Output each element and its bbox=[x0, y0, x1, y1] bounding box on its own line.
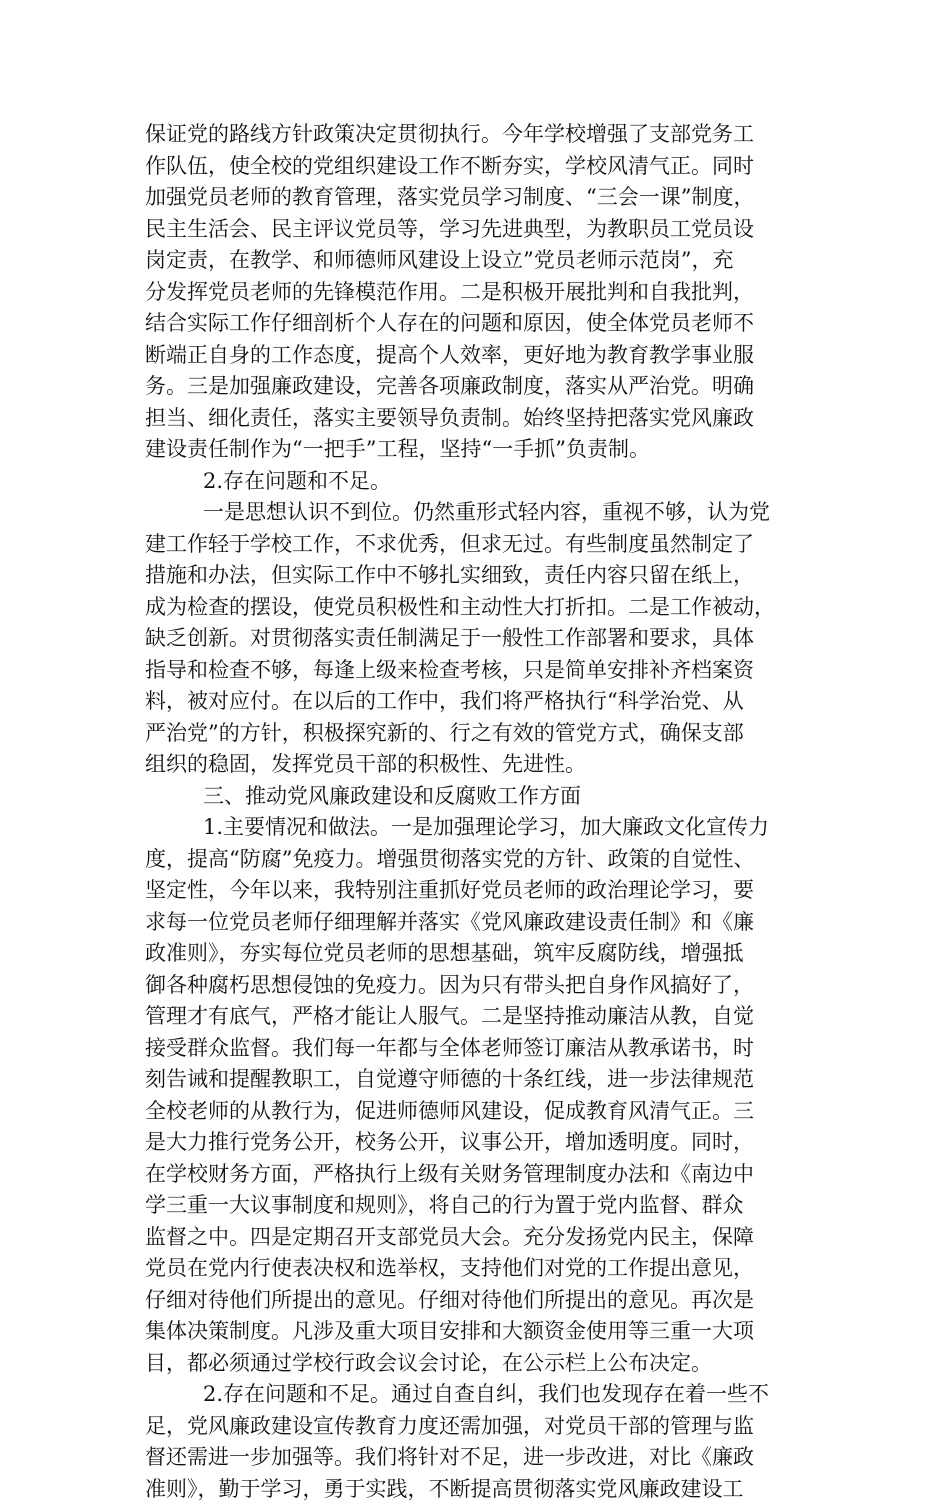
text-line: 政准则》，夯实每位党员老师的思想基础，筑牢反腐防线，增强抵 bbox=[145, 938, 810, 970]
text-line: 御各种腐朽思想侵蚀的免疫力。因为只有带头把自身作风搞好了， bbox=[145, 970, 810, 1002]
text-line: 指导和检查不够，每逢上级来检查考核，只是简单安排补齐档案资 bbox=[145, 655, 810, 687]
text-line: 严治党”的方针，积极探究新的、行之有效的管党方式，确保支部 bbox=[145, 718, 810, 750]
text-line: 料，被对应付。在以后的工作中，我们将严格执行“科学治党、从 bbox=[145, 686, 810, 718]
text-line: 集体决策制度。凡涉及重大项目安排和大额资金使用等三重一大项 bbox=[145, 1316, 810, 1348]
text-line: 组织的稳固，发挥党员干部的积极性、先进性。 bbox=[145, 749, 810, 781]
subheading: 2.存在问题和不足。 bbox=[145, 466, 810, 498]
text-line: 刻告诫和提醒教职工，自觉遵守师德的十条红线，进一步法律规范 bbox=[145, 1064, 810, 1096]
text-line: 分发挥党员老师的先锋模范作用。二是积极开展批判和自我批判， bbox=[145, 277, 810, 309]
text-line: 度，提高“防腐”免疫力。增强贯彻落实党的方针、政策的自觉性、 bbox=[145, 844, 810, 876]
text-line: 担当、细化责任，落实主要领导负责制。始终坚持把落实党风廉政 bbox=[145, 403, 810, 435]
text-line: 措施和办法，但实际工作中不够扎实细致，责任内容只留在纸上， bbox=[145, 560, 810, 592]
text-line: 建设责任制作为“一把手”工程，坚持“一手抓”负责制。 bbox=[145, 434, 810, 466]
document-body bbox=[145, 119, 810, 1505]
text-line: 保证党的路线方针政策决定贯彻执行。今年学校增强了支部党务工 bbox=[145, 119, 810, 151]
text-line: 监督之中。四是定期召开支部党员大会。充分发扬党内民主，保障 bbox=[145, 1222, 810, 1254]
text-line: 1.主要情况和做法。一是加强理论学习，加大廉政文化宣传力 bbox=[145, 812, 810, 844]
text-line: 求每一位党员老师仔细理解并落实《党风廉政建设责任制》和《廉 bbox=[145, 907, 810, 939]
text-line: 足，党风廉政建设宣传教育力度还需加强，对党员干部的管理与监 bbox=[145, 1411, 810, 1443]
text-line: 在学校财务方面，严格执行上级有关财务管理制度办法和《南边中 bbox=[145, 1159, 810, 1191]
text-line: 2.存在问题和不足。通过自查自纠，我们也发现存在着一些不 bbox=[145, 1379, 810, 1411]
text-line: 督还需进一步加强等。我们将针对不足，进一步改进，对比《廉政 bbox=[145, 1442, 810, 1474]
text-line: 党员在党内行使表决权和选举权，支持他们对党的工作提出意见， bbox=[145, 1253, 810, 1285]
text-line: 准则》，勤于学习，勇于实践，不断提高贯彻落实党风廉政建设工 bbox=[145, 1474, 810, 1505]
text-line: 建工作轻于学校工作，不求优秀，但求无过。有些制度虽然制定了 bbox=[145, 529, 810, 561]
text-line: 管理才有底气，严格才能让人服气。二是坚持推动廉洁从教，自觉 bbox=[145, 1001, 810, 1033]
text-line: 一是思想认识不到位。仍然重形式轻内容，重视不够，认为党 bbox=[145, 497, 810, 529]
text-line: 仔细对待他们所提出的意见。仔细对待他们所提出的意见。再次是 bbox=[145, 1285, 810, 1317]
text-line: 学三重一大议事制度和规则》，将自己的行为置于党内监督、群众 bbox=[145, 1190, 810, 1222]
text-line: 务。三是加强廉政建设，完善各项廉政制度，落实从严治党。明确 bbox=[145, 371, 810, 403]
text-line: 缺乏创新。对贯彻落实责任制满足于一般性工作部署和要求，具体 bbox=[145, 623, 810, 655]
text-line: 成为检查的摆设，使党员积极性和主动性大打折扣。二是工作被动， bbox=[145, 592, 810, 624]
text-line: 结合实际工作仔细剖析个人存在的问题和原因，使全体党员老师不 bbox=[145, 308, 810, 340]
text-line: 目，都必须通过学校行政会议会讨论，在公示栏上公布决定。 bbox=[145, 1348, 810, 1380]
text-line: 岗定责，在教学、和师德师风建设上设立”党员老师示范岗”，充 bbox=[145, 245, 810, 277]
section-heading: 三、推动党风廉政建设和反腐败工作方面 bbox=[145, 781, 810, 813]
text-line: 民主生活会、民主评议党员等，学习先进典型，为教职员工党员设 bbox=[145, 214, 810, 246]
text-line: 断端正自身的工作态度，提高个人效率，更好地为教育教学事业服 bbox=[145, 340, 810, 372]
text-line: 作队伍，使全校的党组织建设工作不断夯实，学校风清气正。同时 bbox=[145, 151, 810, 183]
text-line: 全校老师的从教行为，促进师德师风建设，促成教育风清气正。三 bbox=[145, 1096, 810, 1128]
text-line: 加强党员老师的教育管理，落实党员学习制度、“三会一课”制度， bbox=[145, 182, 810, 214]
text-line: 是大力推行党务公开，校务公开，议事公开，增加透明度。同时， bbox=[145, 1127, 810, 1159]
text-line: 坚定性，今年以来，我特别注重抓好党员老师的政治理论学习，要 bbox=[145, 875, 810, 907]
text-line: 接受群众监督。我们每一年都与全体老师签订廉洁从教承诺书，时 bbox=[145, 1033, 810, 1065]
